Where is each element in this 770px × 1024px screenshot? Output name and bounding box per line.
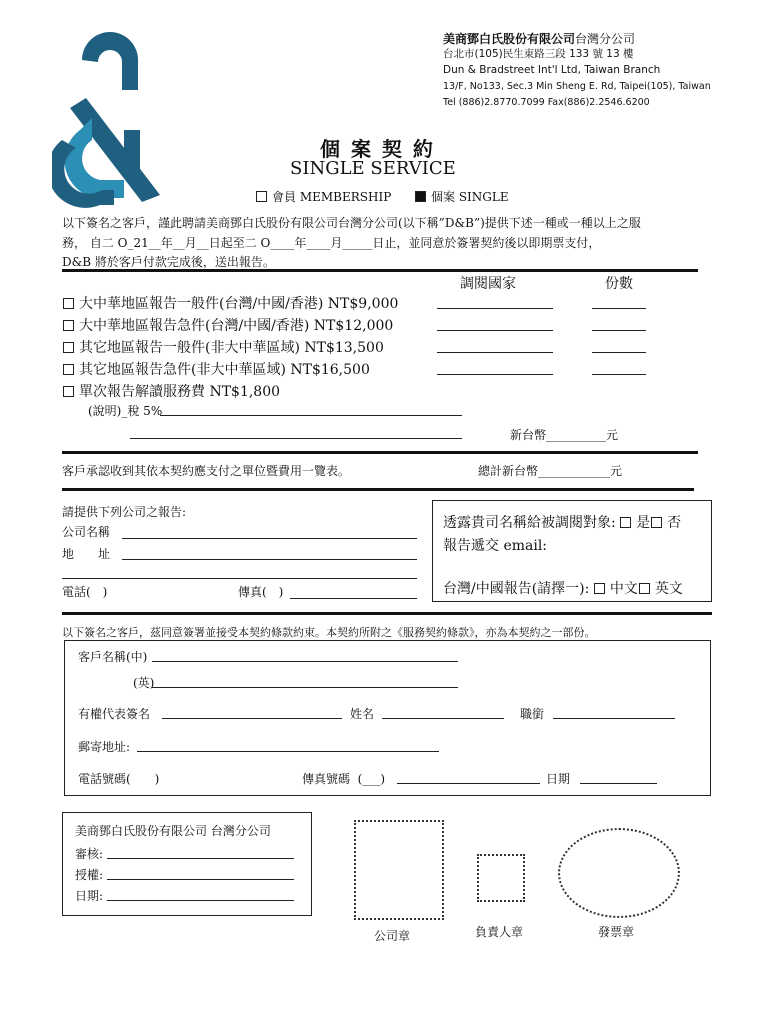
db-date-field[interactable]	[107, 900, 294, 901]
authorize-field[interactable]	[107, 879, 294, 880]
client-name-en-label: (英)	[133, 676, 155, 690]
divider	[62, 612, 712, 615]
notes-label: (說明)_稅 5%	[88, 404, 163, 418]
service-checkbox[interactable]	[63, 386, 74, 397]
company-fax-field[interactable]	[290, 598, 417, 599]
language-question: 台灣/中國報告(請擇一): 中文 英文	[443, 581, 683, 597]
db-date-label: 日期:	[75, 889, 104, 903]
client-name-cn-field[interactable]	[152, 661, 458, 662]
company-address-field[interactable]	[122, 559, 417, 560]
country-field[interactable]	[437, 308, 553, 309]
divider	[62, 269, 698, 272]
country-field[interactable]	[437, 374, 553, 375]
service-checkbox[interactable]	[63, 320, 74, 331]
copies-field[interactable]	[592, 352, 646, 353]
invoice-stamp-area[interactable]	[558, 828, 680, 918]
total-amount[interactable]: 總計新台幣____________元	[478, 464, 623, 478]
col-copies: 份數	[605, 276, 633, 292]
service-checkbox[interactable]	[63, 298, 74, 309]
rep-sign-label: 有權代表簽名	[78, 707, 151, 721]
service-item[interactable]: 其它地區報告急件(非大中華區域) NT$16,500	[63, 359, 370, 379]
email-label[interactable]: 報告遞交 email:	[443, 538, 548, 554]
rep-title-label: 職銜	[520, 707, 545, 721]
notes-field-2[interactable]	[130, 438, 462, 439]
date-field[interactable]	[580, 783, 657, 784]
copies-field[interactable]	[592, 374, 646, 375]
mail-address-field[interactable]	[137, 751, 439, 752]
option-single[interactable]: 個案 SINGLE	[415, 188, 509, 205]
service-item[interactable]: 其它地區報告一般件(非大中華區域) NT$13,500	[63, 337, 384, 357]
copies-field[interactable]	[592, 330, 646, 331]
no-checkbox[interactable]	[651, 517, 662, 528]
rep-sign-field[interactable]	[162, 718, 342, 719]
db-company-label: 美商鄧白氏股份有限公司 台灣分公司	[75, 824, 271, 838]
db-logo	[52, 30, 162, 210]
responsible-stamp-label: 負責人章	[475, 925, 524, 939]
service-item[interactable]: 單次報告解讀服務費 NT$1,800	[63, 381, 280, 401]
chinese-checkbox[interactable]	[594, 583, 605, 594]
title-en: SINGLE SERVICE	[290, 158, 456, 179]
contact-info: Tel (886)2.8770.7099 Fax(886)2.2546.6200	[443, 97, 650, 108]
date-label: 日期	[546, 772, 571, 786]
authorize-label: 授權:	[75, 868, 104, 882]
company-name-field[interactable]	[122, 538, 417, 539]
invoice-stamp-label: 發票章	[598, 925, 635, 939]
client-name-en-field[interactable]	[152, 687, 458, 688]
agreement-text: 以下簽名之客戶，茲同意簽署並接受本契約條款約束。本契約所附之《服務契約條款》，亦為本契約之一部份。	[62, 626, 596, 639]
divider	[62, 488, 694, 491]
country-field[interactable]	[437, 352, 553, 353]
rep-title-field[interactable]	[553, 718, 675, 719]
address-en: 13/F, No133, Sec.3 Min Sheng E. Rd, Taipei(105), Taiwan	[443, 81, 711, 92]
intro-line-3: D&B 將於客戶付款完成後，送出報告。	[62, 255, 275, 269]
responsible-stamp-area[interactable]	[477, 854, 525, 902]
service-checkbox[interactable]	[63, 342, 74, 353]
membership-checkbox[interactable]	[256, 191, 267, 202]
service-item[interactable]: 大中華地區報告急件(台灣/中國/香港) NT$12,000	[63, 315, 393, 335]
company-name-cn: 美商鄧白氏股份有限公司台灣分公司	[443, 32, 636, 46]
intro-line-1: 以下簽名之客戶，謹此聘請美商鄧白氏股份有限公司台灣分公司(以下稱”D&B”)提供下述一種或一種以上之服	[62, 216, 641, 230]
company-name-label: 公司名稱	[62, 525, 111, 539]
country-field[interactable]	[437, 330, 553, 331]
yes-checkbox[interactable]	[620, 517, 631, 528]
divider	[62, 451, 698, 454]
phone-label[interactable]: 電話號碼( )	[78, 772, 160, 786]
company-address-field-2[interactable]	[62, 578, 417, 579]
fax-field[interactable]	[397, 783, 540, 784]
rep-name-label: 姓名	[350, 707, 375, 721]
review-label: 審核:	[75, 847, 104, 861]
notes-field[interactable]	[160, 415, 462, 416]
col-country: 調閱國家	[460, 276, 516, 292]
company-stamp-area[interactable]	[354, 820, 444, 920]
twd-amount[interactable]: 新台幣__________元	[510, 428, 619, 442]
company-name-en: Dun & Bradstreet Int'l Ltd, Taiwan Branch	[443, 64, 661, 76]
client-name-cn-label: 客戶名稱(中)	[78, 650, 148, 664]
company-stamp-label: 公司章	[374, 929, 411, 943]
service-item[interactable]: 大中華地區報告一般件(台灣/中國/香港) NT$9,000	[63, 293, 398, 313]
intro-line-2: 務， 自二 O_21__年__月__日起至二 O____年____月_____日止，並同意於簽署契約後以即期票支付，	[62, 236, 601, 250]
ack-text: 客戶承認收到其依本契約應支付之單位暨費用一覽表。	[62, 464, 351, 478]
review-field[interactable]	[107, 858, 294, 859]
copies-field[interactable]	[592, 308, 646, 309]
company-address-label: 地 址	[62, 547, 111, 561]
company-prompt: 請提供下列公司之報告:	[62, 505, 187, 519]
title-cn: 個 案 契 約	[320, 137, 435, 161]
single-checkbox[interactable]	[415, 191, 426, 202]
fax-label: 傳真號碼 (___)	[302, 772, 386, 786]
company-fax-label[interactable]: 傳真( )	[238, 585, 284, 599]
company-phone-label[interactable]: 電話( )	[62, 585, 108, 599]
rep-name-field[interactable]	[382, 718, 504, 719]
address-cn: 台北市(105)民生東路三段 133 號 13 樓	[443, 48, 634, 60]
english-checkbox[interactable]	[639, 583, 650, 594]
option-membership[interactable]: 會員 MEMBERSHIP	[256, 188, 391, 205]
disclose-question: 透露貴司名稱給被調閱對象: 是 否	[443, 515, 682, 531]
service-checkbox[interactable]	[63, 364, 74, 375]
mail-address-label: 郵寄地址:	[78, 740, 131, 754]
